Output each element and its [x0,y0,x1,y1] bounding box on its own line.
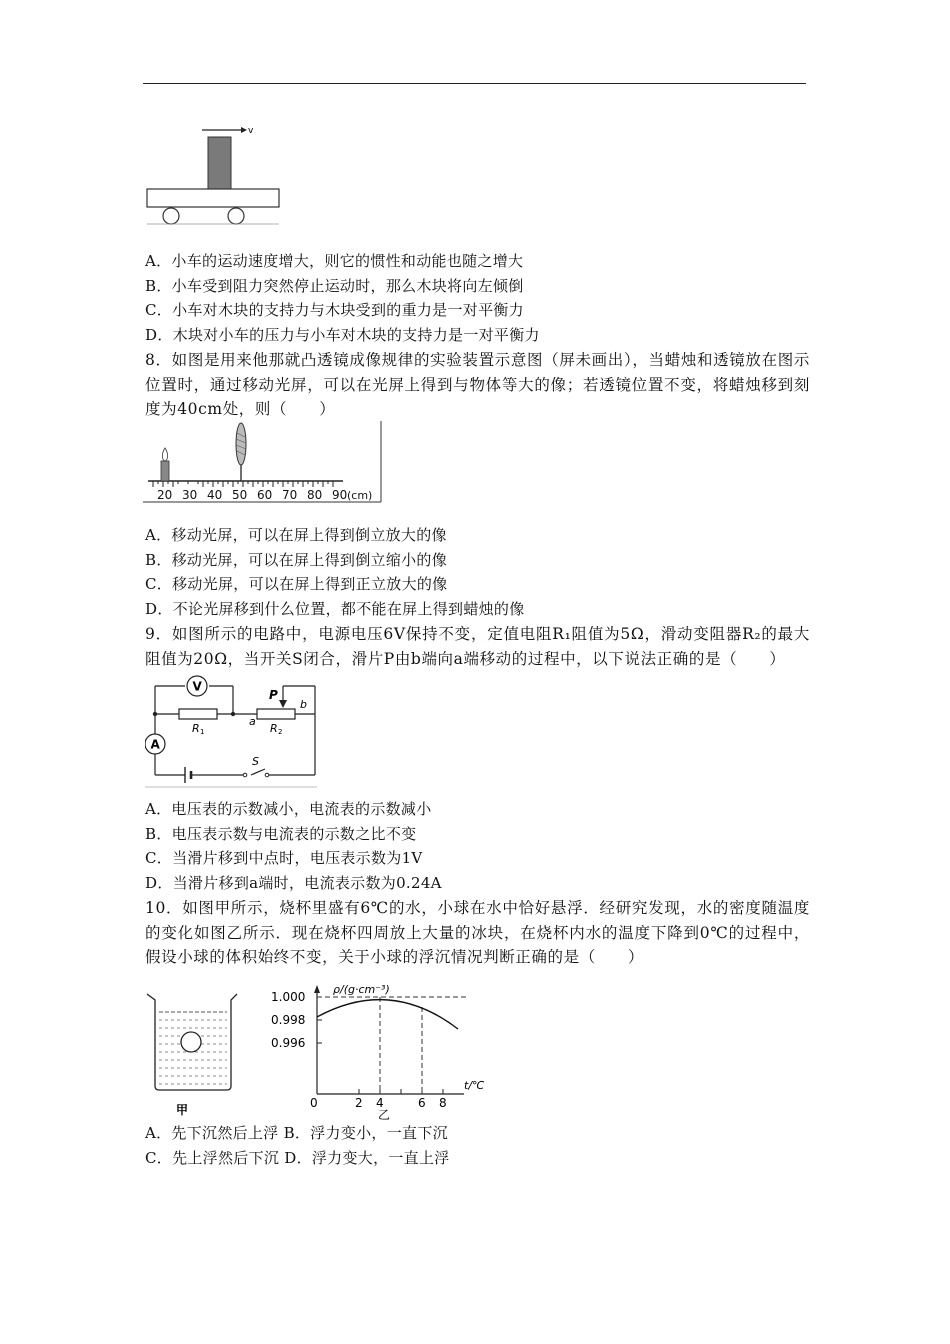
svg-text:R: R [192,722,200,735]
q8-optical-bench-figure [143,421,385,505]
q8-option-b: B．移动光屏，可以在屏上得到倒立缩小的像 [145,550,448,569]
q9-option-b: B．电压表示数与电流表的示数之比不变 [145,824,417,843]
svg-text:80: 80 [307,488,323,502]
q9-options [145,797,810,895]
q7-option-d: D．木块对小车的压力与小车对木块的支持力是一对平衡力 [145,325,540,344]
q8-options [145,523,810,621]
q8-stem: 8．如图是用来他那就凸透镜成像规律的实验装置示意图（屏未画出），当蜡烛和透镜放在图示位置时，通过移动光屏，可以在光屏上得到与物体等大的像；若透镜位置不变，将蜡烛移到刻度为40cm处，则（ ） [145,351,810,418]
svg-text:V: V [192,679,202,694]
q7-option-b: B．小车受到阻力突然停止运动时，那么木块将向左倾倒 [145,276,524,295]
q9-option-a: A．电压表的示数减小，电流表的示数减小 [145,800,432,818]
svg-text:v: v [248,126,254,136]
header-rule [143,83,806,84]
svg-text:70: 70 [282,488,298,502]
svg-text:P: P [269,688,278,702]
q10-options-line-2: C．先上浮然后下沉 D．浮力变大，一直上浮 [145,1148,450,1167]
q9-option-c: C．当滑片移到中点时，电压表示数为1V [145,849,423,867]
q7-option-a: A．小车的运动速度增大，则它的惯性和动能也随之增大 [145,252,524,270]
q10-caption-yi: 乙 [378,1108,391,1120]
q10-chart-ytick-0998: 0.998 [271,1013,306,1027]
q9-circuit-figure [145,672,325,788]
svg-text:1: 1 [200,728,205,736]
q8-option-d: D．不论光屏移到什么位置，都不能在屏上得到蜡烛的像 [145,599,525,618]
q10-caption-jia: 甲 [176,1103,189,1117]
q10-chart-xtick-8: 8 [439,1096,447,1110]
q7-cart-figure [145,120,285,230]
q10-stem: 10．如图甲所示，烧杯里盛有6℃的水，小球在水中恰好悬浮．经研究发现，水的密度随温度的变化如图乙所示．现在烧杯四周放上大量的冰块，在烧杯内水的温度下降到0℃的过程中，假设小球的体积始终不变，关于小球的浮沉情况判断正确的是（ ） [145,899,810,966]
q10-chart-xtick-0: 0 [310,1096,318,1110]
svg-text:50: 50 [232,488,248,502]
svg-text:40: 40 [207,488,223,502]
q9-option-d: D．当滑片移到a端时，电流表示数为0.24A [145,873,442,892]
q10-chart-xtick-4: 4 [376,1096,384,1110]
q10-options-line-1: A．先下沉然后上浮 B．浮力变小，一直下沉 [145,1124,448,1142]
q8-option-c: C．移动光屏，可以在屏上得到正立放大的像 [145,575,448,593]
q10-beaker-figure [143,986,243,1118]
svg-text:90: 90 [332,488,348,502]
svg-text:A: A [150,737,160,752]
svg-text:R: R [270,722,278,735]
q8-option-a: A．移动光屏，可以在屏上得到倒立放大的像 [145,526,447,544]
svg-text:(cm): (cm) [347,489,373,502]
svg-text:S: S [252,755,259,768]
q9-stem: 9．如图所示的电路中，电源电压6V保持不变，定值电阻R₁阻值为5Ω，滑动变阻器R₂的最大阻值为20Ω，当开关S闭合，滑片P由b端向a端移动的过程中，以下说法正确的是（ ） [145,625,810,668]
q10-options [145,1121,810,1170]
q10-chart-ytick-0996: 0.996 [271,1036,306,1050]
q10-chart-ytick-1000: 1.000 [271,990,306,1004]
q7-options [145,249,810,347]
svg-text:a: a [249,715,256,728]
svg-text:60: 60 [257,488,273,502]
q10-chart-xtick-2: 2 [355,1096,363,1110]
svg-text:30: 30 [182,488,198,502]
svg-text:b: b [300,698,307,711]
q10-density-chart [270,977,490,1120]
svg-text:2: 2 [278,728,283,736]
svg-text:20: 20 [157,488,173,502]
q7-option-c: C．小车对木块的支持力与木块受到的重力是一对平衡力 [145,301,524,319]
q10-chart-xlabel: t/℃ [464,1079,485,1092]
q10-chart-xtick-6: 6 [418,1096,426,1110]
q10-chart-ylabel: ρ/(g·cm⁻³) [333,983,390,996]
